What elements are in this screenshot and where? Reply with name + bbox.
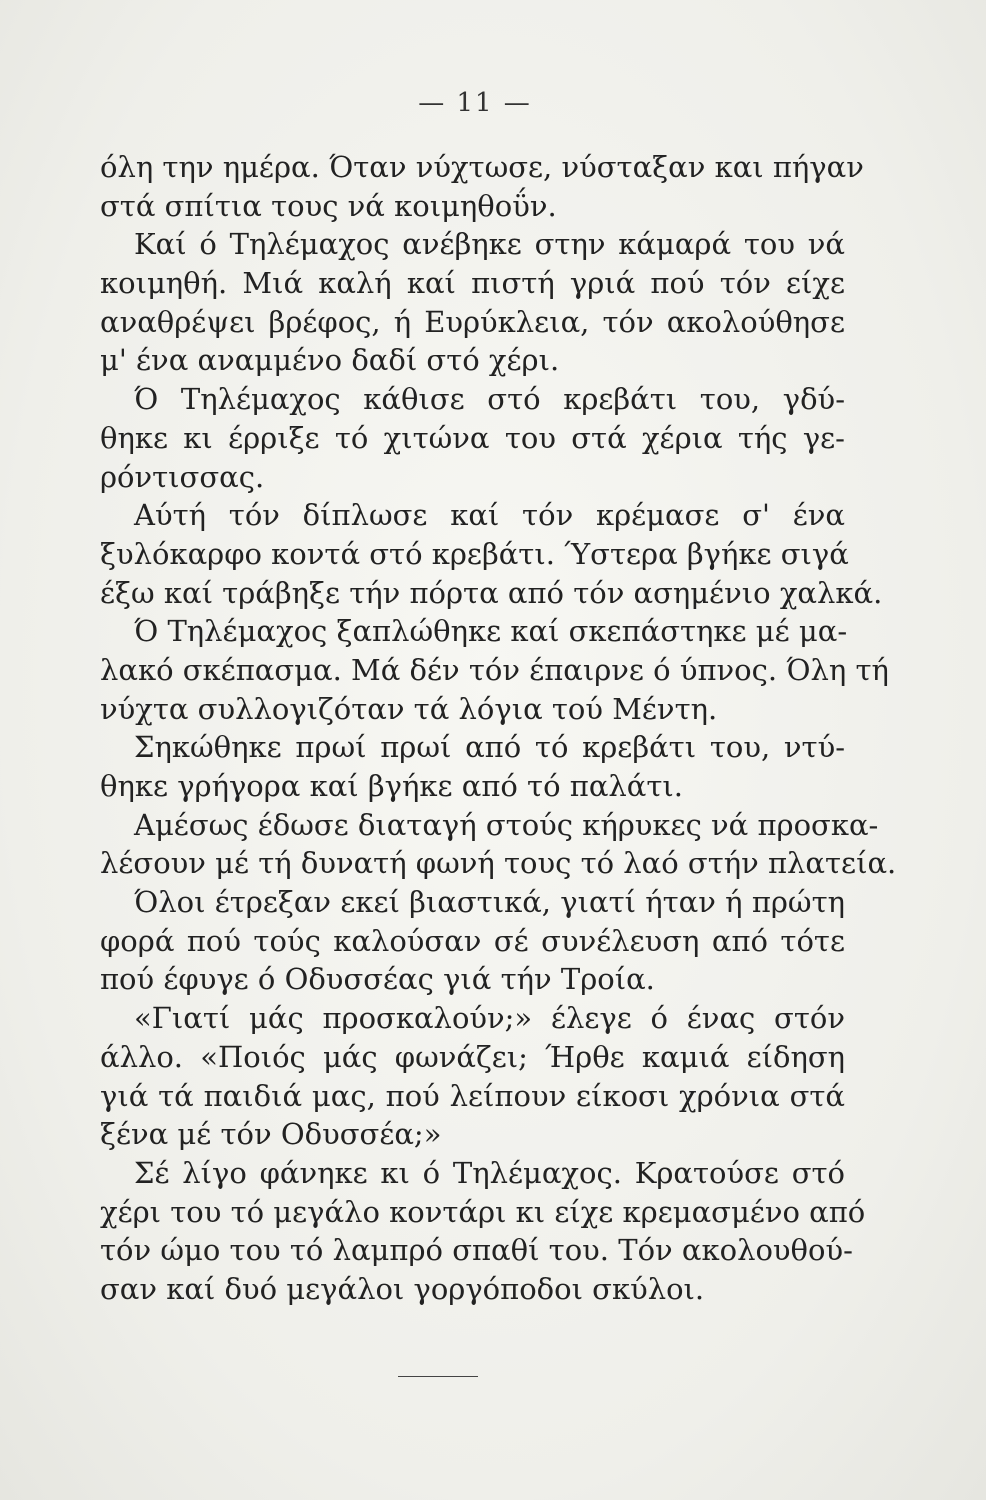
text-line: αναθρέψει βρέφος, ή Ευρύκλεια, τόν ακολούθησε xyxy=(100,304,845,339)
text-line: Αμέσως έδωσε διαταγή στούς κήρυκες νά προσκα- xyxy=(134,807,879,842)
text-line: στά σπίτια τους νά κοιμηθοΰν. xyxy=(100,188,557,223)
text-line: φορά πού τούς καλούσαν σέ συνέλευση από τότε xyxy=(100,923,845,958)
text-line: ξυλόκαρφο κοντά στό κρεβάτι. Ύστερα βγήκε σιγά xyxy=(100,536,849,571)
text-line: νύχτα συλλογιζόταν τά λόγια τού Μέντη. xyxy=(100,691,718,726)
text-line: πού έφυγε ό Οδυσσέας γιά τήν Τροία. xyxy=(100,962,655,997)
text-line: «Γιατί μάς προσκαλούν;» έλεγε ό ένας στόν xyxy=(134,1001,845,1036)
text-line: Σέ λίγο φάνηκε κι ό Τηλέμαχος. Κρατούσε στό xyxy=(134,1155,845,1190)
text-line: έξω καί τράβηξε τήν πόρτα από τόν ασημένιο χαλκά. xyxy=(100,575,883,610)
text-line: ρόντισσας. xyxy=(100,459,265,494)
text-line: μ' ένα αναμμένο δαδί στό χέρι. xyxy=(100,343,560,378)
text-line: χέρι του τό μεγάλο κοντάρι κι είχε κρεμασμένο από xyxy=(100,1194,866,1229)
text-line: Όλοι έτρεξαν εκεί βιαστικά, γιατί ήταν ή πρώτη xyxy=(134,885,845,920)
text-line: κοιμηθή. Μιά καλή καί πιστή γριά πού τόν είχε xyxy=(100,266,845,301)
text-line: θηκε γρήγορα καί βγήκε από τό παλάτι. xyxy=(100,769,684,803)
text-line: γιά τά παιδιά μας, πού λείπουν είκοσι χρόνια στά xyxy=(100,1078,845,1113)
text-line: Σηκώθηκε πρωί πρωί από τό κρεβάτι του, ντύ- xyxy=(134,730,845,765)
text-line: άλλο. «Ποιός μάς φωνάζει; Ήρθε καμιά είδηση xyxy=(100,1039,845,1074)
text-line: λέσουν μέ τή δυνατή φωνή τους τό λαό στήν πλατεία. xyxy=(100,846,897,881)
end-rule xyxy=(398,1376,478,1377)
text-line: λακό σκέπασμα. Μά δέν τόν έπαιρνε ό ύπνος. Όλη τή xyxy=(100,652,889,687)
text-line: ξένα μέ τόν Οδυσσέα;» xyxy=(100,1117,442,1152)
text-line: Καί ό Τηλέμαχος ανέβηκε στην κάμαρά του νά xyxy=(134,227,845,262)
page-number: — 11 — xyxy=(418,88,532,118)
body-text xyxy=(100,148,897,1309)
text-line: Αύτή τόν δίπλωσε καί τόν κρέμασε σ' ένα xyxy=(134,498,845,533)
text-line: σαν καί δυό μεγάλοι γοργόποδοι σκύλοι. xyxy=(100,1271,705,1306)
text-line: τόν ώμο του τό λαμπρό σπαθί του. Τόν ακολουθού- xyxy=(100,1233,853,1268)
text-line: όλη την ημέρα. Όταν νύχτωσε, νύσταξαν και πήγαν xyxy=(100,150,864,184)
text-line: θηκε κι έρριξε τό χιτώνα του στά χέρια τής γε- xyxy=(100,420,845,455)
text-line: Ό Τηλέμαχος ξαπλώθηκε καί σκεπάστηκε μέ μα- xyxy=(134,614,848,649)
text-line: Ό Τηλέμαχος κάθισε στό κρεβάτι του, γδύ- xyxy=(134,382,845,417)
